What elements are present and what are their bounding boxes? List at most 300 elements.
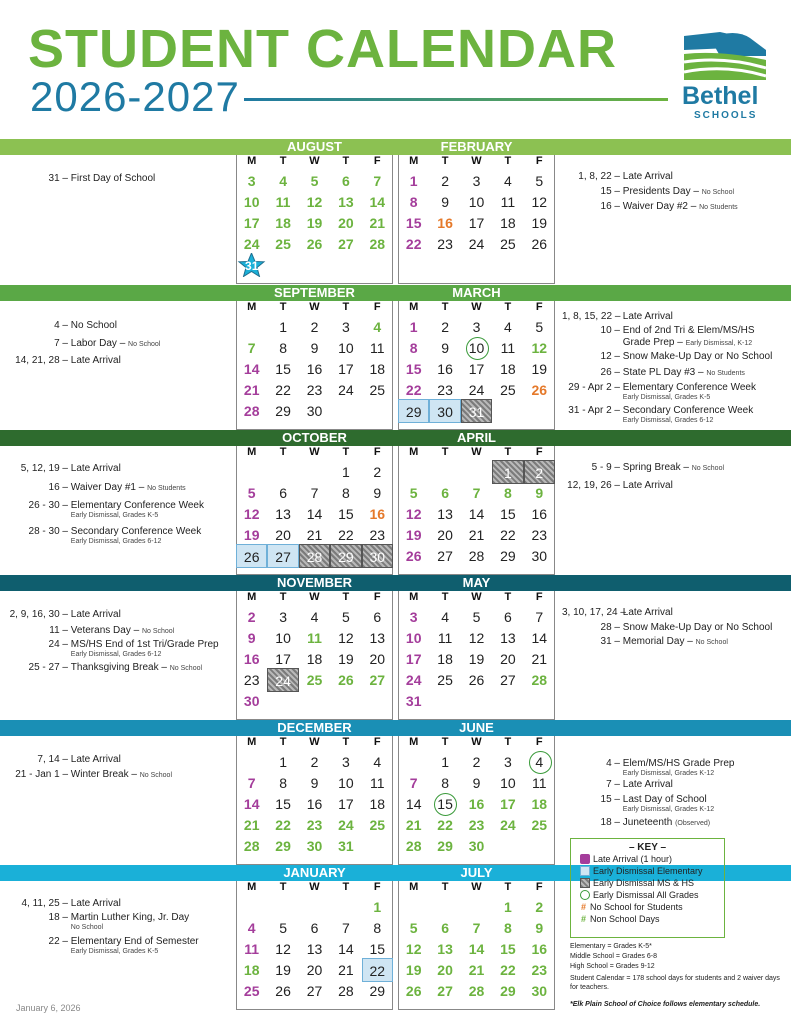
- grades-note-3: High School = Grades 9-12: [570, 963, 655, 970]
- event-item: [4, 463, 121, 475]
- day-cell: 18: [369, 796, 386, 812]
- event-title: Late Arrival: [70, 355, 121, 366]
- school-years: 2026-2027: [30, 73, 240, 120]
- day-cell: 22: [500, 962, 516, 978]
- day-cell: 10: [338, 775, 354, 791]
- day-cell: 29: [398, 399, 429, 423]
- day-cell: 7: [535, 609, 544, 625]
- day-cell: 24: [468, 382, 485, 398]
- weekday-header: W: [309, 881, 320, 893]
- day-cell: 17: [405, 651, 422, 667]
- weekday-header: F: [535, 301, 543, 313]
- event-title: Late Arrival: [70, 463, 121, 474]
- day-cell: 18: [500, 215, 516, 231]
- day-cell: 23: [437, 236, 453, 252]
- event-title: Late Arrival: [622, 171, 673, 182]
- month-band: [0, 285, 791, 301]
- day-cell: 23: [243, 672, 260, 688]
- weekday-header: T: [504, 301, 512, 313]
- day-cell: 9: [535, 485, 544, 501]
- elk-plain-note: *Elk Plain School of Choice follows elementary schedule.: [570, 1001, 761, 1008]
- day-cell: 6: [373, 609, 382, 625]
- event-dates: 28 –: [600, 622, 620, 633]
- day-cell: 1: [279, 754, 287, 770]
- day-cell: 24: [338, 382, 354, 398]
- event-dates: 21 - Jan 1 –: [15, 769, 68, 780]
- weekday-header: W: [471, 736, 482, 748]
- event-note: Early Dismissal, K-12: [685, 340, 753, 347]
- day-cell: 19: [531, 361, 548, 377]
- event-item: [562, 622, 772, 634]
- day-cell: 22: [275, 382, 291, 398]
- day-cell: 12: [306, 194, 323, 210]
- day-cell: 6: [279, 485, 287, 501]
- day-cell: 11: [370, 340, 385, 356]
- day-cell: 16: [437, 215, 453, 231]
- day-cell: 10: [461, 336, 492, 360]
- day-cell: 4: [503, 173, 512, 189]
- event-item: [562, 367, 745, 380]
- day-cell: 20: [437, 527, 453, 543]
- day-cell: 1: [441, 754, 449, 770]
- day-cell: 25: [243, 983, 260, 999]
- day-cell: 10: [500, 775, 516, 791]
- key-non-school-days: [574, 913, 721, 925]
- event-title: No School: [70, 320, 117, 331]
- day-cell: 27: [338, 236, 354, 252]
- day-cell: 8: [341, 485, 350, 501]
- event-dates: 12 –: [600, 351, 620, 362]
- day-cell: 7: [341, 920, 350, 936]
- event-title: Late Arrival: [70, 898, 121, 909]
- day-cell: 21: [405, 817, 422, 833]
- key-label: Early Dismissal Elementary: [593, 866, 703, 876]
- day-cell: 25: [275, 236, 291, 252]
- key-early-all: [574, 889, 721, 901]
- day-cell: 2: [472, 754, 481, 770]
- day-cell: 15: [500, 941, 516, 957]
- day-cell: 30: [531, 983, 548, 999]
- weekday-header: M: [409, 155, 419, 167]
- weekday-header: M: [247, 591, 257, 603]
- event-title: Late Arrival: [622, 607, 673, 618]
- event-title: MS/HS End of 1st Tri/Grade Prep: [70, 639, 219, 650]
- month-band: [0, 430, 791, 446]
- day-cell: 12: [405, 941, 422, 957]
- day-cell: 16: [369, 506, 386, 522]
- event-item: [4, 173, 155, 185]
- day-cell: 26: [405, 983, 422, 999]
- day-cell: 2: [441, 319, 449, 335]
- day-cell: 17: [243, 215, 260, 231]
- day-cell: 18: [369, 361, 386, 377]
- event-title: Elem/MS/HS Grade Prep: [622, 758, 735, 769]
- weekday-header: M: [247, 881, 257, 893]
- event-title: Elementary End of Semester: [70, 936, 199, 947]
- event-title: Grade Prep –: [622, 337, 683, 348]
- event-title: Late Arrival: [70, 754, 121, 765]
- event-dates: 31 –: [600, 636, 620, 647]
- day-cell: 11: [532, 775, 547, 791]
- day-cell: 26: [275, 983, 291, 999]
- weekday-header: T: [342, 155, 350, 167]
- day-cell: 8: [279, 340, 287, 356]
- day-cell: 26: [338, 672, 354, 688]
- day-cell: 7: [409, 775, 418, 791]
- weekday-header: T: [342, 301, 350, 313]
- event-dates: 31 - Apr 2 –: [568, 405, 620, 416]
- day-cell: 6: [503, 609, 512, 625]
- day-cell: 1: [373, 899, 382, 915]
- day-cell: 12: [468, 630, 485, 646]
- key-label: Late Arrival (1 hour): [593, 854, 673, 864]
- grades-note-2: Middle School = Grades 6-8: [570, 953, 657, 960]
- day-cell: 6: [441, 920, 449, 936]
- weekday-header: W: [471, 155, 482, 167]
- day-cell: 16: [306, 361, 323, 377]
- key-no-school-students: [574, 901, 721, 913]
- day-cell: 18: [275, 215, 291, 231]
- day-cell: 7: [247, 775, 256, 791]
- day-cell: 2: [310, 754, 319, 770]
- day-cell: 28: [299, 544, 330, 568]
- event-title: Snow Make-Up Day or No School: [622, 622, 773, 633]
- event-item: [4, 754, 121, 766]
- day-cell: 9: [373, 485, 382, 501]
- event-subnote: Early Dismissal, Grades K-5: [70, 948, 159, 955]
- day-cell: [236, 253, 267, 277]
- day-cell: 27: [437, 548, 453, 564]
- day-cell: 18: [500, 361, 516, 377]
- day-cell: 17: [468, 361, 485, 377]
- day-cell: 25: [306, 672, 323, 688]
- event-dates: 7, 14 –: [37, 754, 68, 765]
- key-label: Non School Days: [590, 914, 660, 924]
- day-cell: 2: [524, 460, 555, 484]
- month-title: JUNE: [459, 720, 494, 735]
- event-title: Winter Break –: [70, 769, 137, 780]
- month-title: NOVEMBER: [276, 575, 353, 590]
- event-dates: 26 –: [600, 367, 620, 378]
- event-dates: 28 - 30 –: [28, 526, 68, 537]
- day-cell: 19: [468, 651, 485, 667]
- weekday-header: T: [279, 736, 287, 748]
- day-cell: 11: [500, 340, 516, 356]
- event-item: [562, 351, 772, 363]
- day-cell: 12: [275, 941, 291, 957]
- weekday-header: T: [279, 155, 287, 167]
- event-item: [4, 526, 201, 546]
- event-subnote: No School: [70, 924, 104, 931]
- event-dates: 1, 8, 22 –: [578, 171, 620, 182]
- day-cell: 25: [369, 382, 386, 398]
- event-title: Memorial Day –: [622, 636, 693, 647]
- key-label: No School for Students: [590, 902, 683, 912]
- day-cell: 20: [306, 962, 323, 978]
- day-cell: 18: [243, 962, 260, 978]
- day-cell: 29: [437, 838, 453, 854]
- event-item: [562, 382, 756, 402]
- weekday-header: T: [342, 446, 350, 458]
- event-title: Martin Luther King, Jr. Day: [70, 912, 190, 923]
- event-dates: 12, 19, 26 –: [567, 480, 620, 491]
- event-dates: 7 –: [54, 338, 68, 349]
- day-cell: 8: [409, 340, 418, 356]
- event-dates: 22 –: [48, 936, 68, 947]
- key-early-mshs: [574, 877, 721, 889]
- event-title: Late Arrival: [70, 609, 121, 620]
- weekday-header: F: [535, 591, 543, 603]
- day-cell: 27: [306, 983, 323, 999]
- day-cell: 7: [247, 340, 256, 356]
- day-cell: 16: [468, 796, 485, 812]
- day-cell: 20: [500, 651, 516, 667]
- day-cell: 2: [373, 464, 382, 480]
- day-cell: 18: [306, 651, 323, 667]
- day-cell: 21: [369, 215, 386, 231]
- event-dates: 29 - Apr 2 –: [568, 382, 620, 393]
- day-cell: 3: [472, 319, 481, 335]
- day-cell: 3: [341, 319, 350, 335]
- event-dates: 10 –: [600, 325, 620, 336]
- day-cell: 30: [362, 544, 393, 568]
- day-cell: 17: [468, 215, 485, 231]
- day-cell: 13: [306, 941, 323, 957]
- day-cell: 11: [370, 775, 385, 791]
- day-cell: 28: [468, 983, 485, 999]
- event-dates: 1, 8, 15, 22 –: [562, 311, 621, 322]
- day-cell: 18: [437, 651, 453, 667]
- day-cell: 1: [341, 464, 350, 480]
- weekday-header: F: [373, 881, 381, 893]
- month-band: [0, 720, 791, 736]
- day-cell: 17: [338, 361, 354, 377]
- day-cell: 20: [369, 651, 386, 667]
- day-cell: 19: [275, 962, 291, 978]
- event-note: No School: [141, 628, 175, 635]
- event-title: Thanksgiving Break –: [70, 662, 167, 673]
- day-cell: 6: [341, 173, 350, 189]
- event-title: Presidents Day –: [622, 186, 699, 197]
- weekday-header: F: [535, 736, 543, 748]
- day-cell: 25: [369, 817, 386, 833]
- day-cell: 12: [243, 506, 260, 522]
- weekday-header: M: [409, 881, 419, 893]
- event-item: [4, 338, 160, 351]
- weekday-header: M: [409, 446, 419, 458]
- month-title: FEBRUARY: [440, 139, 513, 154]
- day-cell: 5: [247, 485, 256, 501]
- day-cell: 6: [441, 485, 449, 501]
- event-dates: 18 –: [48, 912, 68, 923]
- key-late-arrival: [574, 853, 721, 865]
- weekday-header: T: [441, 301, 449, 313]
- event-dates: 15 –: [600, 794, 620, 805]
- event-note: No School: [701, 189, 735, 196]
- day-cell: 12: [338, 630, 354, 646]
- day-cell: 22: [275, 817, 291, 833]
- key-title: – KEY –: [628, 842, 667, 853]
- day-cell: 14: [405, 796, 422, 812]
- event-subnote: Early Dismissal, Grades 6-12: [70, 651, 162, 658]
- event-title: End of 2nd Tri & Elem/MS/HS: [622, 325, 755, 336]
- day-cell: 23: [531, 527, 548, 543]
- weekday-header: M: [247, 736, 257, 748]
- event-dates: 14, 21, 28 –: [15, 355, 68, 366]
- late-arrival-swatch-icon: [580, 854, 590, 864]
- day-cell: 2: [441, 173, 449, 189]
- day-cell: 14: [243, 796, 260, 812]
- day-cell: 25: [437, 672, 453, 688]
- weekday-header: T: [342, 736, 350, 748]
- day-cell: 4: [373, 319, 382, 335]
- key-label: Early Dismissal All Grades: [593, 890, 699, 900]
- day-cell: 14: [338, 941, 354, 957]
- day-cell: 28: [243, 838, 260, 854]
- weekday-header: T: [342, 881, 350, 893]
- event-title: Spring Break –: [622, 462, 689, 473]
- day-cell: 8: [503, 920, 512, 936]
- day-cell: 20: [437, 962, 453, 978]
- event-title: Juneteenth: [622, 817, 673, 828]
- event-item: [562, 311, 673, 323]
- event-note: No School: [691, 465, 725, 472]
- event-note: No School: [695, 639, 728, 646]
- day-cell: 30: [306, 403, 323, 419]
- day-cell: 11: [244, 941, 260, 957]
- day-cell: 13: [338, 194, 354, 210]
- event-item: [562, 480, 673, 492]
- weekday-header: W: [471, 446, 482, 458]
- day-cell: 28: [338, 983, 354, 999]
- month-band: [0, 575, 791, 591]
- weekday-header: F: [535, 881, 543, 893]
- weekday-header: M: [409, 301, 419, 313]
- day-cell: 22: [437, 817, 453, 833]
- day-cell: 21: [243, 817, 260, 833]
- event-item: [4, 639, 219, 659]
- day-cell: 16: [243, 651, 260, 667]
- grades-note-1: Elementary = Grades K-5*: [570, 943, 652, 950]
- event-dates: 25 - 27 –: [28, 662, 68, 673]
- day-cell: 28: [405, 838, 422, 854]
- day-cell: 4: [247, 920, 256, 936]
- weekday-header: W: [309, 591, 320, 603]
- event-dates: 7 –: [606, 779, 620, 790]
- weekday-header: F: [373, 301, 381, 313]
- day-cell: 26: [531, 236, 548, 252]
- day-cell: 15: [500, 506, 516, 522]
- day-cell: 24: [500, 817, 516, 833]
- event-dates: 24 –: [48, 639, 68, 650]
- key-label: Early Dismissal MS & HS: [593, 878, 695, 888]
- event-subnote: Early Dismissal, Grades K-5: [70, 512, 159, 519]
- day-cell: 15: [405, 215, 422, 231]
- day-cell: 21: [338, 962, 354, 978]
- event-item: [562, 186, 734, 199]
- day-cell: 21: [306, 527, 323, 543]
- day-cell: 11: [500, 194, 516, 210]
- hash-green-icon: #: [581, 914, 587, 924]
- day-cell: 1: [409, 173, 418, 189]
- day-cell: 28: [243, 403, 260, 419]
- day-cell: 24: [468, 236, 485, 252]
- weekday-header: W: [309, 301, 320, 313]
- event-item: [562, 325, 755, 337]
- weekday-header: T: [441, 155, 449, 167]
- day-cell: 9: [535, 920, 544, 936]
- event-title: Labor Day –: [70, 338, 126, 349]
- day-cell: 24: [338, 817, 354, 833]
- page-title: STUDENT CALENDAR: [28, 19, 617, 79]
- day-cell: 23: [369, 527, 386, 543]
- day-cell: 16: [306, 796, 323, 812]
- day-cell: 24: [243, 236, 260, 252]
- day-cell: 10: [405, 630, 422, 646]
- event-dates: 4, 11, 25 –: [21, 898, 68, 909]
- day-cell: 7: [373, 173, 382, 189]
- event-title: Last Day of School: [622, 794, 707, 805]
- day-cell: 30: [306, 838, 323, 854]
- day-cell: 14: [243, 361, 260, 377]
- day-cell: 14: [306, 506, 323, 522]
- day-cell: 3: [472, 173, 481, 189]
- weekday-header: M: [247, 446, 257, 458]
- event-item: [4, 898, 121, 910]
- logo-subtitle: SCHOOLS: [694, 110, 758, 121]
- day-cell: 5: [341, 609, 350, 625]
- weekday-header: T: [279, 591, 287, 603]
- day-cell: 23: [306, 382, 323, 398]
- day-cell: 8: [503, 485, 512, 501]
- weekday-header: W: [471, 301, 482, 313]
- weekday-header: T: [279, 881, 287, 893]
- day-cell: 7: [472, 920, 481, 936]
- event-item: [4, 936, 199, 956]
- day-cell: 12: [531, 340, 548, 356]
- day-cell: 24: [405, 672, 422, 688]
- day-cell: 22: [405, 382, 422, 398]
- day-cell: 22: [338, 527, 354, 543]
- weekday-header: W: [309, 155, 320, 167]
- day-cell: 28: [369, 236, 386, 252]
- day-cell: 13: [500, 630, 516, 646]
- month-title: MAY: [462, 575, 491, 590]
- day-cell: 2: [247, 609, 256, 625]
- day-cell: 17: [275, 651, 291, 667]
- weekday-header: W: [309, 736, 320, 748]
- day-cell: 22: [405, 236, 422, 252]
- weekday-header: T: [441, 446, 449, 458]
- day-cell: 4: [310, 609, 319, 625]
- event-dates: 26 - 30 –: [28, 500, 68, 511]
- day-cell: 30: [429, 399, 460, 423]
- event-dates: 11 –: [49, 625, 68, 636]
- day-cell: 27: [437, 983, 453, 999]
- weekday-header: T: [504, 881, 512, 893]
- event-title: Secondary Conference Week: [70, 526, 202, 537]
- day-cell: 17: [500, 796, 516, 812]
- event-dates: 15 –: [600, 186, 620, 197]
- event-title: Snow Make-Up Day or No School: [622, 351, 773, 362]
- day-cell: 10: [338, 340, 354, 356]
- weekday-header: F: [373, 446, 381, 458]
- day-cell: 30: [243, 693, 260, 709]
- month-title: APRIL: [457, 430, 496, 445]
- event-title: State PL Day #3 –: [622, 367, 704, 378]
- day-cell: 26: [306, 236, 323, 252]
- weekday-header: F: [535, 155, 543, 167]
